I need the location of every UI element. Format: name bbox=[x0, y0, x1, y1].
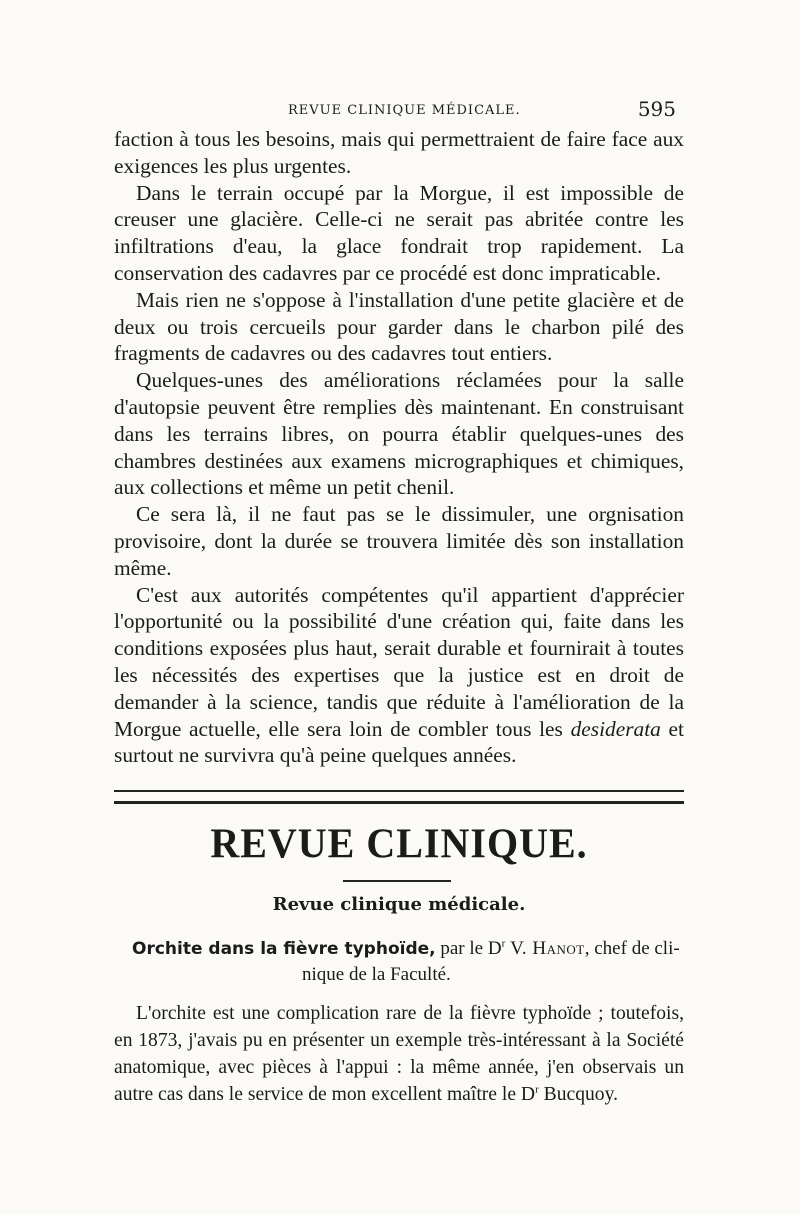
section-title: REVUE CLINIQUE. bbox=[210, 819, 588, 868]
paragraph-6-italic: desiderata bbox=[570, 716, 661, 741]
article-author: V. Hanot bbox=[505, 938, 585, 959]
running-head bbox=[110, 97, 684, 123]
paragraph-2: Dans le terrain occupé par la Morgue, il est impossible de creuser une glacière. Celle-ci ne serait pas abritée contre les infiltrations d'eau, la glace fondrait trop rapidement. La conservation des cadavres par ce procédé est donc impraticable. bbox=[114, 180, 684, 285]
article-role-1: , chef de cli- bbox=[584, 938, 680, 959]
article-paragraph bbox=[114, 1000, 684, 1108]
running-title: REVUE CLINIQUE MÉDICALE. bbox=[288, 103, 521, 118]
paragraph-5: Ce sera là, il ne faut pas se le dissimuler, une orgnisation provisoire, dont la durée se trouvera limitée dès son installation même. bbox=[114, 502, 684, 580]
body-text bbox=[114, 126, 684, 769]
article-text-sup: r bbox=[535, 1083, 539, 1096]
article-heading bbox=[132, 936, 684, 988]
paragraph-4: Quelques-unes des améliorations réclamées pour la salle d'autopsie peuvent être remplies dès maintenant. En construisant dans les terrains libres, on pourra établir quelques-unes des chambres destinées aux examens micrographiques et chimiques, aux collections et même un petit chenil. bbox=[114, 368, 684, 500]
article-by-sup: r bbox=[501, 937, 506, 950]
article-by: par le D bbox=[435, 938, 502, 959]
section-divider bbox=[114, 790, 684, 804]
paragraph-1: faction à tous les besoins, mais qui permettraient de faire face aux exigences les plus urgentes. bbox=[114, 127, 684, 178]
paragraph-6-end: et surtout ne survivra qu'à peine quelques années. bbox=[114, 716, 684, 768]
subsection-title: Revue clinique médicale. bbox=[272, 894, 526, 915]
title-underline bbox=[343, 880, 451, 882]
paragraph-6-start: C'est aux autorités compétentes qu'il appartient d'apprécier l'opportunité ou la possibilité d'une création qui, faite dans les conditions exposées plus haut, serait durable et fournirait à toutes les nécessités des expertises que la justice est en droit de demander à la science, tandis que réduite à l'amélioration de la Morgue actuelle, elle sera loin de combler tous les bbox=[114, 582, 684, 741]
article-text-end: Bucquoy. bbox=[538, 1084, 619, 1105]
article-title: Orchite dans la fièvre typhoïde, bbox=[132, 939, 436, 959]
page-number: 595 bbox=[637, 97, 676, 121]
article-text-start: L'orchite est une complication rare de la fièvre typhoïde ; toutefois, en 1873, j'avais pu en présenter un exemple très-intéressant à la Société anatomique, avec pièces à l'appui : la même année, j'en observais un autre cas dans le service de mon excellent maître le D bbox=[114, 1003, 684, 1105]
article-text bbox=[114, 1000, 684, 1108]
article-role-2: nique de la Faculté. bbox=[302, 964, 451, 985]
paragraph-3: Mais rien ne s'oppose à l'installation d'une petite glacière et de deux ou trois cercueils pour garder dans le charbon pilé des fragments de cadavres ou des cadavres tout entiers. bbox=[114, 287, 684, 366]
paragraph-6 bbox=[114, 582, 684, 770]
